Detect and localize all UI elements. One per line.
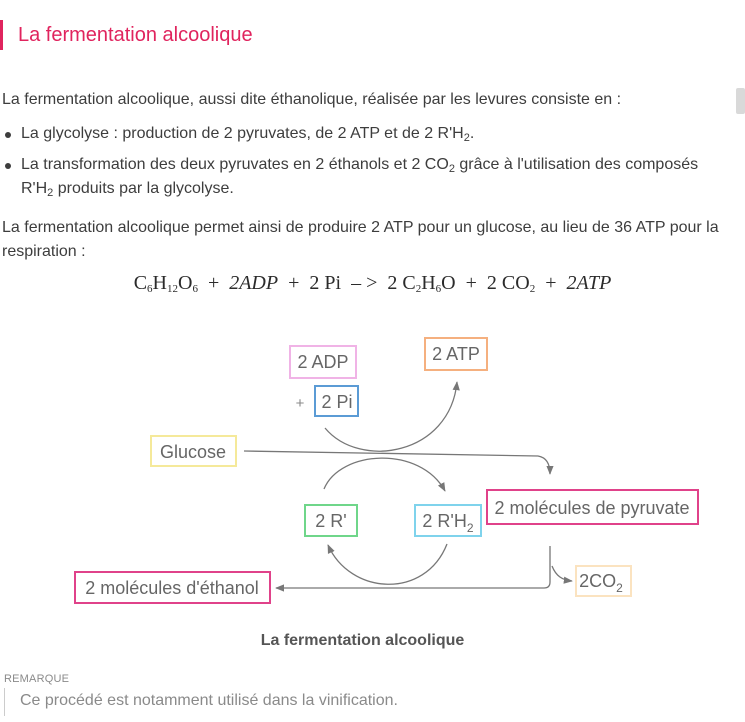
rh2-label: 2 $R'H_2$ [422, 511, 474, 535]
fermentation-diagram [0, 320, 745, 620]
chemical-equation: $C_6H_{12}O_6 + 2ADP + 2$ Pi – > 2 $C_2H_6O + 2$ $CO_2 + 2ATP$ [133, 272, 612, 295]
adp-label: 2 ADP [297, 352, 349, 372]
list-item: La glycolyse : production de 2 pyruvates, de 2 ATP et de 2 $R'H_2$. [2, 122, 722, 146]
r-prime-label: 2 R' [315, 511, 347, 531]
pi-label: 2 Pi [321, 392, 353, 412]
intro-paragraph: La fermentation alcoolique, aussi dite éthanolique, réalisée par les levures consiste en : [2, 91, 622, 108]
glucose-to-pyruvate-arrow [244, 451, 550, 474]
page-title: La fermentation alcoolique [18, 24, 253, 46]
r-to-rh2-arrow [324, 458, 445, 491]
pyruvate-to-co2-arrow [552, 566, 572, 581]
remark-text: Ce procédé est notamment utilisé dans la vinification. [4, 688, 720, 716]
ethanol-label: 2 molécules d'éthanol [85, 578, 259, 598]
atp-label: 2 ATP [432, 344, 480, 364]
glucose-label: Glucose [159, 442, 227, 462]
scrollbar-thumb[interactable] [736, 88, 745, 114]
title-bar [0, 20, 253, 50]
bullet-list [2, 122, 722, 208]
list-item: La transformation des deux pyruvates en 2 éthanols et 2 $CO_2$ grâce à l'utilisation des composés $R'H_2$ produits par la glycolyse. [2, 153, 722, 201]
pyruvate-label: 2 molécules de pyruvate [494, 498, 690, 518]
pyruvate-to-ethanol-arrow [276, 546, 550, 588]
conclusion-paragraph: La fermentation alcoolique permet ainsi de produire 2 ATP pour un glucose, au lieu de 36 ATP pour la respiration : [2, 219, 719, 260]
remark-label: REMARQUE [4, 673, 70, 685]
co2-label: $2CO_2$ [579, 571, 623, 595]
rh2-to-r-arrow [328, 544, 447, 584]
figure-caption: La fermentation alcoolique [260, 632, 465, 649]
plus-sign: + [295, 395, 305, 412]
